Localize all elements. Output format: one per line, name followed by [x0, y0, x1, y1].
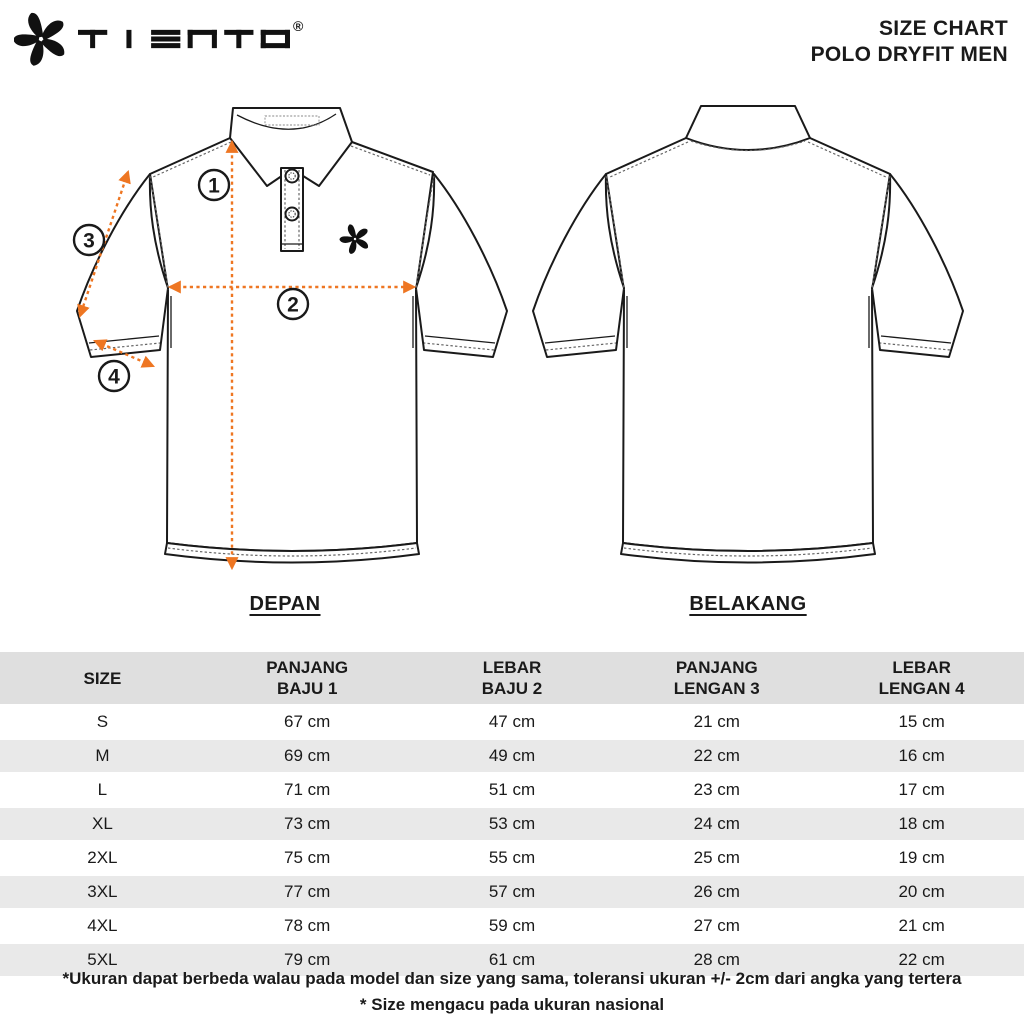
- col-header-lebar-baju: LEBAR BAJU 2: [410, 652, 615, 705]
- page-title: [811, 16, 1008, 68]
- size-table-header: [0, 652, 1024, 705]
- front-view-label: DEPAN: [249, 593, 321, 615]
- size-table: [0, 652, 1024, 978]
- table-row: 4XL 78 cm 59 cm 27 cm 21 cm: [0, 909, 1024, 943]
- placket-button-bottom: [286, 208, 299, 221]
- brand-logo: [14, 12, 303, 66]
- back-view-label: BELAKANG: [689, 593, 807, 615]
- table-row: 5XL 79 cm 61 cm 28 cm 22 cm: [0, 943, 1024, 977]
- table-row: L 71 cm 51 cm 23 cm 17 cm: [0, 773, 1024, 807]
- measure-marker-1: [199, 170, 229, 200]
- page-title-line1: SIZE CHART: [879, 17, 1008, 40]
- tiento-wordmark: [78, 29, 290, 49]
- footnote-national-size: * Size mengacu pada ukuran nasional: [359, 995, 665, 1014]
- size-cell: L: [0, 773, 205, 807]
- measure-marker-3: [74, 225, 104, 255]
- col-header-lebar-lengan: LEBAR LENGAN 4: [819, 652, 1024, 705]
- table-row: XL 73 cm 53 cm 24 cm 18 cm: [0, 807, 1024, 841]
- placket-button-top: [286, 170, 299, 183]
- back-collar: [686, 106, 810, 150]
- svg-text:3: 3: [83, 229, 95, 253]
- measure-marker-4: [99, 361, 129, 391]
- size-cell: M: [0, 739, 205, 773]
- size-cell: XL: [0, 807, 205, 841]
- footnotes: [0, 966, 1024, 1018]
- svg-text:4: 4: [108, 365, 120, 389]
- col-header-panjang-baju: PANJANG BAJU 1: [205, 652, 410, 705]
- table-row: M 69 cm 49 cm 22 cm 16 cm: [0, 739, 1024, 773]
- col-header-size: SIZE: [0, 652, 205, 705]
- back-body: [606, 138, 890, 551]
- table-row: 3XL 77 cm 57 cm 26 cm 20 cm: [0, 875, 1024, 909]
- measure-marker-2: [278, 289, 308, 319]
- size-cell: 5XL: [0, 943, 205, 977]
- size-cell: 3XL: [0, 875, 205, 909]
- front-diagram: [55, 98, 515, 588]
- col-header-panjang-lengan: PANJANG LENGAN 3: [614, 652, 819, 705]
- svg-text:2: 2: [287, 293, 299, 317]
- size-cell: 2XL: [0, 841, 205, 875]
- back-diagram: [518, 98, 978, 588]
- size-cell: S: [0, 705, 205, 739]
- size-cell: 4XL: [0, 909, 205, 943]
- tiento-pinwheel-icon: [14, 12, 68, 66]
- footnote-tolerance: *Ukuran dapat berbeda walau pada model dan size yang sama, toleransi ukuran +/- 2cm dari angka yang tertera: [62, 969, 962, 988]
- page-title-line2: POLO DRYFIT MEN: [810, 43, 1008, 66]
- table-row: 2XL 75 cm 55 cm 25 cm 19 cm: [0, 841, 1024, 875]
- registered-trademark-symbol: ®: [293, 18, 304, 34]
- table-row: S 67 cm 47 cm 21 cm 15 cm: [0, 705, 1024, 739]
- svg-text:1: 1: [208, 174, 220, 198]
